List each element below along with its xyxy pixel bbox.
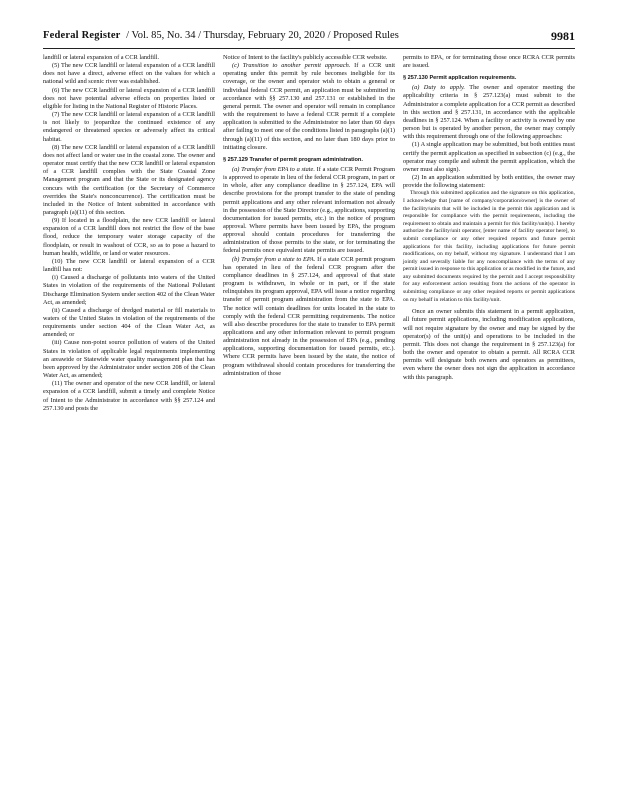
section-heading: § 257.129 Transfer of permit program administration. [223, 156, 363, 163]
paragraph-text: The owner and operator meeting the applicability criteria in § 257.123(a) must submit to the Administrator a complete application for a CCR permit as described in this section and § 257.131, in accordance with the applicable deadlines in § 257.124. When a facility or activity is owned by one person but is operated by another person, the owner may comply with this requirement through one of the following approaches: [403, 84, 576, 141]
paragraph: (8) The new CCR landfill or lateral expansion of a CCR landfill does not affect land or water use in the coastal zone. The owner and operator must certify that the new CCR landfill or lateral expansion of a CCR landfill complies with the State Coastal Zone Management program and that the State or its designated agency concurs with the certification (or the Secretary of Commerce overrides the State's nonconcurrence). The certification must be included in the Notice of Intent submitted in accordance with paragraph (a)(11) of this section. [43, 143, 215, 216]
paragraph: (10) The new CCR landfill or lateral expansion of a CCR landfill has not: [43, 257, 215, 274]
publication-title: Federal Register [43, 30, 121, 41]
paragraph-label: (b) Transfer from a state to EPA. [232, 255, 316, 263]
issue-info: / Vol. 85, No. 34 / Thursday, February 20, 2020 / Proposed Rules [126, 30, 399, 41]
paragraph: (9) If located in a floodplain, the new CCR landfill or lateral expansion of a CCR landfill does not restrict the flow of the base flood, reduce the temporary water storage capacity of the floodplain, or result in washout of CCR, so as to pose a hazard to human health, wildlife, or land or water resources. [43, 217, 215, 257]
page-header [43, 30, 575, 46]
paragraph [223, 256, 395, 378]
certification-statement: Through this submitted application and the signature on this application, I acknowledge that [name of company/corporation/owner] is the owner of the facility/units that will be included in the permit this application and is responsible for compliance with the permit requirements, including the requirement to obtain and maintain a permit for this facility/unit(s). I hereby authorize the facility/unit operator, [enter name of facility operator here], to submit compliance or any other required reports and future permit applications for this facility, including applications for future permit modifications, on my behalf, without my signature. I understand that I am jointly and severally liable for any noncompliance with the terms of any permit issued in response to this application or as modified in the future, and any submitted documents required by the permit and I accept responsibility for any enforcement action resulting from the actions of the operator in submitting compliance or any other required reports or permit applications on my behalf in relation to this facility/unit. [403, 190, 575, 303]
column-middle [223, 54, 395, 378]
paragraph: (iii) Cause non-point source pollution of waters of the United States in violation of applicable legal requirements implementing an areawide or Statewide water quality management plan that has been approved by the Administrator under section 208 of the Clean Water Act, as amended; [43, 339, 215, 380]
paragraph: (11) The owner and operator of the new CCR landfill, or lateral expansion of a CCR landfill, submit a timely and complete Notice of Intent to the Administrator in accordance with §§ 257.124 and 257.130 and posts the [43, 380, 215, 412]
paragraph: Once an owner submits this statement in a permit application, all future permit applications, including modification applications, will not require signature by the owner and may be signed by the operator(s) of the unit(s) and operations to be included in the permit. This does not change the requirement in § 257.123(a) for both the owner and operator to obtain a permit. All RCRA CCR permits will designate both owners and operators as permittees, even where the owner does not sign the application in accordance with this paragraph. [403, 308, 575, 381]
paragraph: (1) A single application may be submitted, but both entities must certify the permit application as specified in subsection (c) (e.g., the operator may compile and submit the permit application, which the owner must also sign). [403, 141, 575, 173]
paragraph-label: (a) Transfer from EPA to a state. [232, 165, 315, 173]
paragraph: (6) The new CCR landfill or lateral expansion of a CCR landfill does not have potential adverse effects on properties listed or eligible for listing in the National Register of Historic Places. [43, 86, 215, 110]
paragraph: landfill or lateral expansion of a CCR landfill. [43, 54, 160, 61]
paragraph [223, 166, 395, 256]
paragraph-label: (c) Transition to another permit approach. [232, 62, 351, 70]
paragraph-text: If a state CCR permit program has operated in lieu of the federal CCR program after the compliance deadlines in § 257.124, and approval of that state program is withdrawn, in whole or in part, or if the state relinquishes its program approval, EPA will issue a notice regarding transfer of permit program administration from the state to EPA. The notice will contain deadlines for units located in the state to comply with the federal CCR permitting requirements. The notice will also describe procedures for the state to transfer to EPA permit applications and any other information relevant to permit program administration not already in the possession of EPA (e.g., pending applications, supporting documentation for issued permits, etc.). Where CCR permits have been issued by the state, the notice of program withdrawal should contain procedures for transferring the administration of those [223, 255, 395, 377]
column-right [403, 54, 575, 382]
paragraph-text: If a state CCR Permit Program is approved to operate in lieu of the federal CCR program, in part or in whole, after any compliance deadline in § 257.124, EPA will describe provisions for the prompt transfer to the state of pending permit applications and any other relevant information not already in the possession of the State Director (e.g., applications, supporting documentation for issued permits, etc.) in the notice of program approval. Where permits have been issued by EPA, the program approval should contain procedures for transferring the administration of those permits to the state, or for terminating the federal permits once equivalent state permits are issued. [223, 165, 395, 255]
paragraph: Notice of Intent to the facility's publicly accessible CCR website. [223, 54, 388, 61]
column-left [43, 54, 215, 413]
paragraph: (5) The new CCR landfill or lateral expansion of a CCR landfill does not have a direct, adverse effect on the values for which a national wild and scenic river was established. [43, 62, 215, 86]
page-number: 9981 [551, 29, 575, 43]
paragraph: (i) Caused a discharge of pollutants into waters of the United States in violation of the requirements of the National Pollutant Discharge Elimination System under section 402 of the Clean Water Act, as amended; [43, 274, 215, 306]
paragraph: permits to EPA, or for terminating those once RCRA CCR permits are issued. [403, 54, 575, 70]
section-heading: § 257.130 Permit application requirements. [403, 75, 517, 82]
paragraph: (7) The new CCR landfill or lateral expansion of a CCR landfill is not likely to jeopardize the continued existence of any endangered or threatened species or adversely affect its critical habitat. [43, 111, 215, 143]
paragraph-label: (a) Duty to apply. [412, 84, 465, 92]
paragraph-text: If a CCR unit operating under this permit by rule becomes ineligible for its coverage, or the owner and operator wish to obtain a general or individual federal CCR permit, an application must be submitted in accordance with §§ 257.130 and 257.131 or established in the general permit. The owner and operator will remain in compliance with the requirement to have a federal CCR permit if a complete application is submitted to the Administrator no later than 60 days after failing to meet one of the conditions listed in paragraphs (a)(1) through (a)(11) of this section, and no later than 180 days prior to initiating closure. [223, 62, 395, 151]
paragraph: (2) In an application submitted by both entities, the owner may provide the following statement: [403, 174, 575, 190]
header-rule [43, 48, 575, 49]
paragraph [223, 62, 395, 152]
paragraph [403, 84, 575, 141]
paragraph: (ii) Caused a discharge of dredged material or fill materials to waters of the United States in violation of the requirements of the requirements under section 404 of the Clean Water Act, as amended; or [43, 306, 215, 339]
